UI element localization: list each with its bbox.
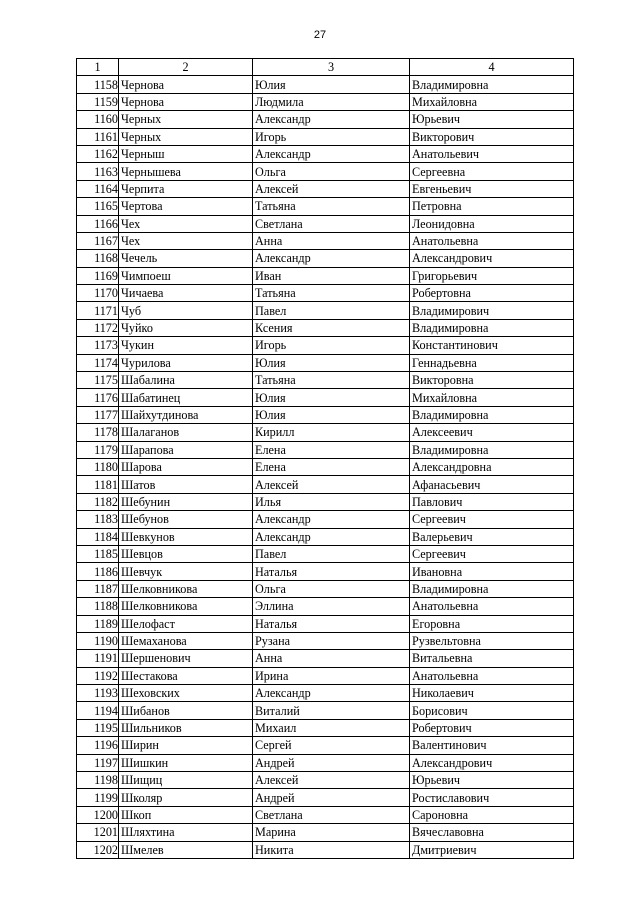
table-row xyxy=(77,389,574,406)
table-row xyxy=(77,702,574,719)
table-row xyxy=(77,563,574,580)
cell-surname: Шабалина xyxy=(119,372,253,389)
cell-name: Юлия xyxy=(253,406,410,423)
cell-patronymic: Александрович xyxy=(410,754,574,771)
cell-surname: Шевцов xyxy=(119,545,253,562)
table-row xyxy=(77,250,574,267)
cell-surname: Шершенович xyxy=(119,650,253,667)
table-row xyxy=(77,93,574,110)
table-row xyxy=(77,302,574,319)
table-row xyxy=(77,441,574,458)
cell-patronymic: Алексеевич xyxy=(410,424,574,441)
table-row xyxy=(77,232,574,249)
cell-patronymic: Григорьевич xyxy=(410,267,574,284)
cell-name: Кирилл xyxy=(253,424,410,441)
cell-name: Иван xyxy=(253,267,410,284)
cell-number: 1185 xyxy=(77,545,119,562)
cell-name: Рузана xyxy=(253,632,410,649)
cell-name: Татьяна xyxy=(253,198,410,215)
cell-name: Александр xyxy=(253,685,410,702)
cell-patronymic: Анатольевна xyxy=(410,232,574,249)
cell-name: Анна xyxy=(253,232,410,249)
cell-number: 1187 xyxy=(77,580,119,597)
cell-surname: Школяр xyxy=(119,789,253,806)
cell-name: Алексей xyxy=(253,476,410,493)
table-row xyxy=(77,598,574,615)
cell-surname: Шильников xyxy=(119,719,253,736)
table-row xyxy=(77,337,574,354)
cell-name: Ирина xyxy=(253,667,410,684)
cell-patronymic: Владимировна xyxy=(410,319,574,336)
cell-patronymic: Сароновна xyxy=(410,806,574,823)
cell-patronymic: Витальевна xyxy=(410,650,574,667)
cell-name: Наталья xyxy=(253,563,410,580)
cell-surname: Чурилова xyxy=(119,354,253,371)
table-row xyxy=(77,285,574,302)
cell-name: Юлия xyxy=(253,354,410,371)
table-row xyxy=(77,580,574,597)
cell-number: 1172 xyxy=(77,319,119,336)
cell-surname: Шарова xyxy=(119,458,253,475)
cell-name: Юлия xyxy=(253,389,410,406)
table-row xyxy=(77,163,574,180)
table-row xyxy=(77,685,574,702)
cell-patronymic: Анатольевна xyxy=(410,667,574,684)
cell-surname: Шалаганов xyxy=(119,424,253,441)
cell-number: 1188 xyxy=(77,598,119,615)
cell-number: 1176 xyxy=(77,389,119,406)
cell-number: 1168 xyxy=(77,250,119,267)
cell-name: Эллина xyxy=(253,598,410,615)
cell-name: Никита xyxy=(253,841,410,858)
cell-patronymic: Рузвельтовна xyxy=(410,632,574,649)
table-row xyxy=(77,528,574,545)
cell-number: 1184 xyxy=(77,528,119,545)
cell-surname: Шелковникова xyxy=(119,580,253,597)
cell-surname: Шкоп xyxy=(119,806,253,823)
column-header-surname: 2 xyxy=(119,59,253,76)
cell-patronymic: Михайловна xyxy=(410,93,574,110)
cell-name: Анна xyxy=(253,650,410,667)
cell-patronymic: Сергеевич xyxy=(410,511,574,528)
cell-patronymic: Афанасьевич xyxy=(410,476,574,493)
table-row xyxy=(77,406,574,423)
cell-number: 1192 xyxy=(77,667,119,684)
table-row xyxy=(77,545,574,562)
cell-number: 1170 xyxy=(77,285,119,302)
cell-surname: Чуйко xyxy=(119,319,253,336)
cell-surname: Чичаева xyxy=(119,285,253,302)
cell-number: 1162 xyxy=(77,145,119,162)
cell-number: 1186 xyxy=(77,563,119,580)
table-row xyxy=(77,76,574,93)
cell-number: 1182 xyxy=(77,493,119,510)
cell-number: 1198 xyxy=(77,772,119,789)
cell-number: 1197 xyxy=(77,754,119,771)
cell-surname: Чимпоеш xyxy=(119,267,253,284)
table-row xyxy=(77,754,574,771)
table-row xyxy=(77,215,574,232)
column-header-number: 1 xyxy=(77,59,119,76)
cell-number: 1163 xyxy=(77,163,119,180)
table-row xyxy=(77,824,574,841)
table-row xyxy=(77,111,574,128)
cell-surname: Черных xyxy=(119,128,253,145)
page-number: 27 xyxy=(313,29,327,41)
cell-surname: Шайхутдинова xyxy=(119,406,253,423)
table-row xyxy=(77,772,574,789)
cell-name: Юлия xyxy=(253,76,410,93)
cell-number: 1202 xyxy=(77,841,119,858)
cell-name: Игорь xyxy=(253,337,410,354)
cell-patronymic: Валентинович xyxy=(410,737,574,754)
cell-patronymic: Владимировна xyxy=(410,406,574,423)
cell-name: Светлана xyxy=(253,215,410,232)
cell-surname: Чернова xyxy=(119,93,253,110)
cell-patronymic: Владимировна xyxy=(410,441,574,458)
cell-number: 1166 xyxy=(77,215,119,232)
cell-number: 1181 xyxy=(77,476,119,493)
cell-number: 1201 xyxy=(77,824,119,841)
table-row xyxy=(77,806,574,823)
cell-surname: Шелофаст xyxy=(119,615,253,632)
table-row xyxy=(77,145,574,162)
cell-name: Алексей xyxy=(253,772,410,789)
cell-patronymic: Валерьевич xyxy=(410,528,574,545)
cell-surname: Шевчук xyxy=(119,563,253,580)
cell-name: Сергей xyxy=(253,737,410,754)
cell-number: 1160 xyxy=(77,111,119,128)
cell-surname: Черныш xyxy=(119,145,253,162)
table-row xyxy=(77,372,574,389)
cell-patronymic: Робертовна xyxy=(410,285,574,302)
cell-patronymic: Борисович xyxy=(410,702,574,719)
table-row xyxy=(77,476,574,493)
cell-number: 1178 xyxy=(77,424,119,441)
cell-patronymic: Сергеевна xyxy=(410,163,574,180)
cell-number: 1179 xyxy=(77,441,119,458)
table-row xyxy=(77,128,574,145)
table-row xyxy=(77,424,574,441)
cell-number: 1193 xyxy=(77,685,119,702)
cell-surname: Шишкин xyxy=(119,754,253,771)
cell-patronymic: Викторовна xyxy=(410,372,574,389)
cell-surname: Шебунов xyxy=(119,511,253,528)
cell-patronymic: Ростиславович xyxy=(410,789,574,806)
cell-patronymic: Вячеславовна xyxy=(410,824,574,841)
cell-surname: Чернышева xyxy=(119,163,253,180)
table-row xyxy=(77,650,574,667)
cell-number: 1189 xyxy=(77,615,119,632)
cell-surname: Черных xyxy=(119,111,253,128)
cell-patronymic: Петровна xyxy=(410,198,574,215)
cell-name: Александр xyxy=(253,250,410,267)
cell-patronymic: Владимировна xyxy=(410,76,574,93)
cell-name: Александр xyxy=(253,111,410,128)
cell-name: Игорь xyxy=(253,128,410,145)
cell-patronymic: Робертович xyxy=(410,719,574,736)
cell-surname: Чех xyxy=(119,215,253,232)
cell-number: 1195 xyxy=(77,719,119,736)
cell-name: Алексей xyxy=(253,180,410,197)
cell-name: Татьяна xyxy=(253,372,410,389)
cell-patronymic: Геннадьевна xyxy=(410,354,574,371)
cell-number: 1190 xyxy=(77,632,119,649)
cell-patronymic: Александрович xyxy=(410,250,574,267)
cell-surname: Чечель xyxy=(119,250,253,267)
cell-number: 1191 xyxy=(77,650,119,667)
table-row xyxy=(77,267,574,284)
cell-surname: Шмелев xyxy=(119,841,253,858)
cell-name: Татьяна xyxy=(253,285,410,302)
cell-patronymic: Павлович xyxy=(410,493,574,510)
roster-table xyxy=(76,58,574,859)
table-row xyxy=(77,719,574,736)
table-row xyxy=(77,180,574,197)
cell-surname: Шебунин xyxy=(119,493,253,510)
roster-body xyxy=(77,76,574,859)
table-row xyxy=(77,737,574,754)
cell-number: 1159 xyxy=(77,93,119,110)
cell-patronymic: Юрьевич xyxy=(410,111,574,128)
cell-surname: Шеховских xyxy=(119,685,253,702)
cell-number: 1174 xyxy=(77,354,119,371)
cell-surname: Чукин xyxy=(119,337,253,354)
cell-name: Елена xyxy=(253,441,410,458)
cell-patronymic: Владимирович xyxy=(410,302,574,319)
table-row xyxy=(77,198,574,215)
cell-patronymic: Юрьевич xyxy=(410,772,574,789)
cell-patronymic: Ивановна xyxy=(410,563,574,580)
cell-patronymic: Михайловна xyxy=(410,389,574,406)
cell-patronymic: Владимировна xyxy=(410,580,574,597)
cell-number: 1167 xyxy=(77,232,119,249)
cell-number: 1169 xyxy=(77,267,119,284)
cell-name: Павел xyxy=(253,545,410,562)
cell-surname: Чуб xyxy=(119,302,253,319)
cell-number: 1200 xyxy=(77,806,119,823)
cell-number: 1158 xyxy=(77,76,119,93)
table-row xyxy=(77,841,574,858)
cell-surname: Шелковникова xyxy=(119,598,253,615)
cell-name: Светлана xyxy=(253,806,410,823)
cell-name: Михаил xyxy=(253,719,410,736)
cell-name: Людмила xyxy=(253,93,410,110)
cell-patronymic: Сергеевич xyxy=(410,545,574,562)
cell-surname: Шабатинец xyxy=(119,389,253,406)
cell-number: 1164 xyxy=(77,180,119,197)
cell-patronymic: Николаевич xyxy=(410,685,574,702)
cell-patronymic: Александровна xyxy=(410,458,574,475)
cell-number: 1194 xyxy=(77,702,119,719)
cell-name: Ксения xyxy=(253,319,410,336)
cell-name: Елена xyxy=(253,458,410,475)
cell-surname: Шатов xyxy=(119,476,253,493)
cell-name: Ольга xyxy=(253,163,410,180)
cell-name: Марина xyxy=(253,824,410,841)
cell-number: 1199 xyxy=(77,789,119,806)
cell-name: Андрей xyxy=(253,754,410,771)
cell-number: 1171 xyxy=(77,302,119,319)
cell-patronymic: Дмитриевич xyxy=(410,841,574,858)
cell-surname: Шибанов xyxy=(119,702,253,719)
cell-surname: Шемаханова xyxy=(119,632,253,649)
cell-surname: Чернова xyxy=(119,76,253,93)
cell-surname: Шляхтина xyxy=(119,824,253,841)
cell-patronymic: Леонидовна xyxy=(410,215,574,232)
table-row xyxy=(77,632,574,649)
cell-name: Андрей xyxy=(253,789,410,806)
cell-name: Павел xyxy=(253,302,410,319)
cell-number: 1161 xyxy=(77,128,119,145)
cell-patronymic: Константинович xyxy=(410,337,574,354)
column-header-name: 3 xyxy=(253,59,410,76)
cell-name: Виталий xyxy=(253,702,410,719)
cell-number: 1180 xyxy=(77,458,119,475)
cell-surname: Шарапова xyxy=(119,441,253,458)
table-row xyxy=(77,319,574,336)
cell-surname: Чех xyxy=(119,232,253,249)
cell-name: Наталья xyxy=(253,615,410,632)
cell-patronymic: Викторович xyxy=(410,128,574,145)
cell-name: Илья xyxy=(253,493,410,510)
cell-name: Александр xyxy=(253,511,410,528)
cell-number: 1165 xyxy=(77,198,119,215)
header-row xyxy=(77,59,574,76)
cell-surname: Шевкунов xyxy=(119,528,253,545)
cell-patronymic: Егоровна xyxy=(410,615,574,632)
cell-surname: Ширин xyxy=(119,737,253,754)
cell-patronymic: Евгеньевич xyxy=(410,180,574,197)
cell-surname: Шестакова xyxy=(119,667,253,684)
cell-patronymic: Анатольевич xyxy=(410,145,574,162)
table-row xyxy=(77,667,574,684)
cell-patronymic: Анатольевна xyxy=(410,598,574,615)
table-row xyxy=(77,789,574,806)
table-row xyxy=(77,493,574,510)
column-header-patronymic: 4 xyxy=(410,59,574,76)
cell-surname: Шищиц xyxy=(119,772,253,789)
cell-name: Ольга xyxy=(253,580,410,597)
cell-number: 1177 xyxy=(77,406,119,423)
cell-surname: Чертова xyxy=(119,198,253,215)
table-row xyxy=(77,615,574,632)
table-row xyxy=(77,354,574,371)
cell-number: 1173 xyxy=(77,337,119,354)
table-row xyxy=(77,511,574,528)
cell-number: 1196 xyxy=(77,737,119,754)
cell-number: 1183 xyxy=(77,511,119,528)
cell-number: 1175 xyxy=(77,372,119,389)
cell-surname: Черпита xyxy=(119,180,253,197)
cell-name: Александр xyxy=(253,145,410,162)
table-row xyxy=(77,458,574,475)
cell-name: Александр xyxy=(253,528,410,545)
